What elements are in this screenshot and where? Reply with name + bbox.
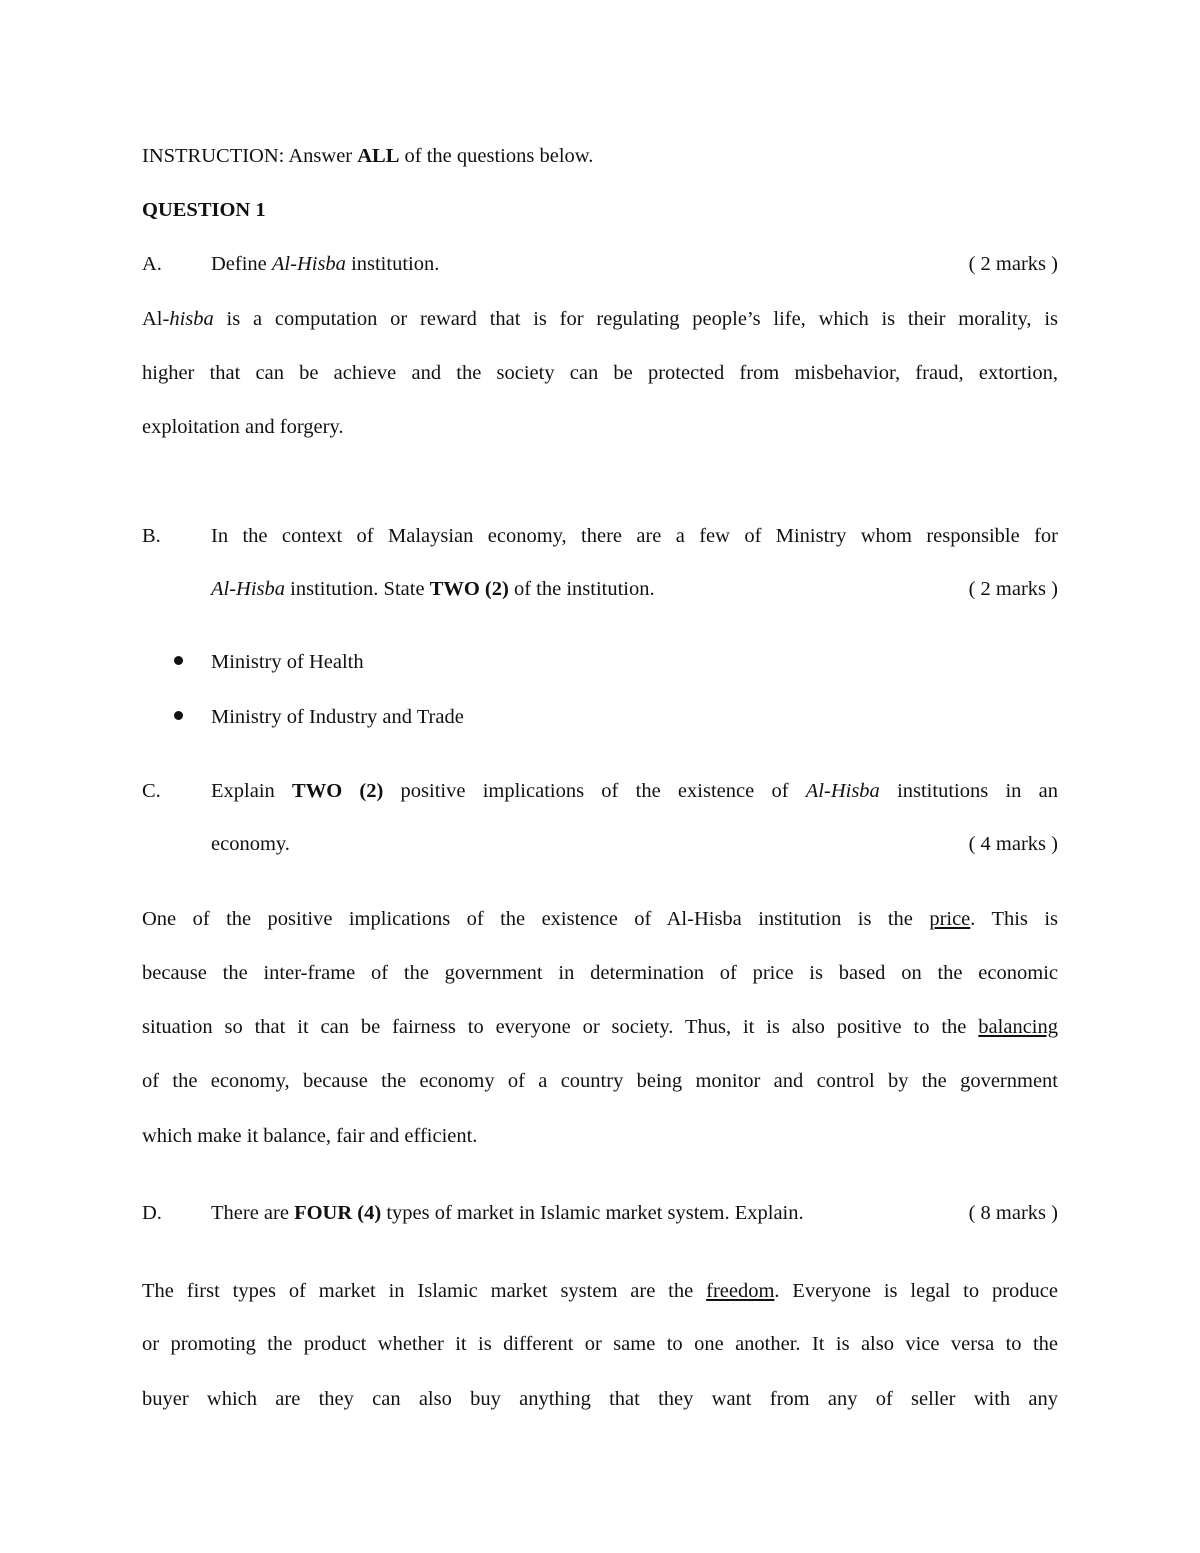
answer-a-line-3: exploitation and forgery. xyxy=(142,416,344,438)
question-b-line-2: Al-Hisba institution. State TWO (2) of the institution. xyxy=(211,578,655,600)
question-b-line-1: In the context of Malaysian economy, there are a few of Ministry whom responsible for xyxy=(211,525,1058,547)
question-b-marks: ( 2 marks ) xyxy=(968,578,1058,600)
question-c-marks: ( 4 marks ) xyxy=(968,833,1058,855)
answer-b-item-1: Ministry of Health xyxy=(211,651,364,673)
question-c-label: C. xyxy=(142,780,161,802)
question-c-line-2: economy. xyxy=(211,833,290,855)
answer-a-line-1: Al-hisba is a computation or reward that is for regulating people’s life, which is their morality, is xyxy=(142,308,1058,330)
bullet-icon xyxy=(174,711,183,720)
question-a-text: Define Al-Hisba institution. xyxy=(211,253,440,275)
answer-c-line-3: situation so that it can be fairness to everyone or society. Thus, it is also positive to the balancing xyxy=(142,1016,1058,1038)
answer-c-line-1: One of the positive implications of the existence of Al-Hisba institution is the price. This is xyxy=(142,908,1058,930)
question-d-label: D. xyxy=(142,1202,162,1224)
answer-c-line-4: of the economy, because the economy of a country being monitor and control by the government xyxy=(142,1070,1058,1092)
question-b-label: B. xyxy=(142,525,161,547)
instruction-prefix: INSTRUCTION: Answer xyxy=(142,145,358,167)
bullet-icon xyxy=(174,656,183,665)
question-title: QUESTION 1 xyxy=(142,199,266,221)
instruction-bold: ALL xyxy=(357,145,400,167)
answer-d-line-3: buyer which are they can also buy anything that they want from any of seller with any xyxy=(142,1388,1058,1410)
answer-c-line-5: which make it balance, fair and efficient. xyxy=(142,1125,478,1147)
question-a-marks: ( 2 marks ) xyxy=(968,253,1058,275)
question-d-marks: ( 8 marks ) xyxy=(968,1202,1058,1224)
question-d-text: There are FOUR (4) types of market in Islamic market system. Explain. xyxy=(211,1202,804,1224)
answer-d-line-2: or promoting the product whether it is different or same to one another. It is also vice versa to the xyxy=(142,1333,1058,1355)
instruction-line xyxy=(142,143,1058,169)
answer-c-line-2: because the inter-frame of the government in determination of price is based on the economic xyxy=(142,962,1058,984)
answer-b-item-2: Ministry of Industry and Trade xyxy=(211,706,464,728)
question-a-label: A. xyxy=(142,253,162,275)
question-c-line-1: Explain TWO (2) positive implications of the existence of Al-Hisba institutions in an xyxy=(211,780,1058,802)
instruction-suffix: of the questions below. xyxy=(399,145,594,167)
answer-d-line-1: The first types of market in Islamic market system are the freedom. Everyone is legal to produce xyxy=(142,1280,1058,1302)
answer-a-line-2: higher that can be achieve and the society can be protected from misbehavior, fraud, extortion, xyxy=(142,362,1058,384)
